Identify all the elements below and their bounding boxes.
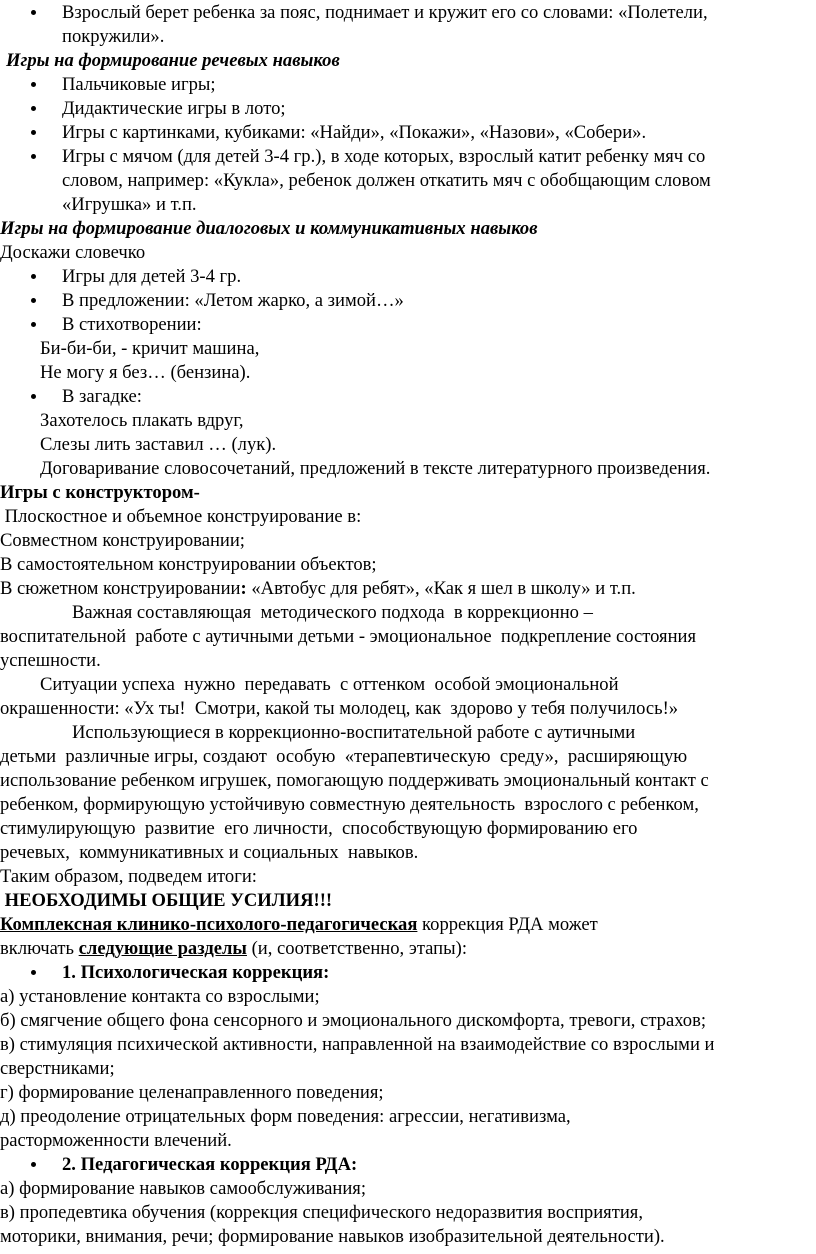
text-line: покружили». xyxy=(62,26,165,47)
section1-title: 1. Психологическая коррекция: xyxy=(62,962,330,983)
text-line: Совместном конструировании; xyxy=(0,530,245,551)
paragraph-line: использование ребенком игрушек, помогающую поддерживать эмоциональный контакт с xyxy=(0,770,709,791)
text-line: Плоскостное и объемное конструирование в: xyxy=(0,506,362,527)
text-line: в) стимуляция психической активности, направленной на взаимодействие со взрослыми и xyxy=(0,1034,715,1055)
text-line: г) формирование целенаправленного поведения; xyxy=(0,1082,384,1103)
riddle-line: Слезы лить заставил … (лук). xyxy=(40,434,277,455)
text-line: расторможенности влечений. xyxy=(0,1130,232,1151)
list-item xyxy=(62,265,816,289)
paragraph-line: Ситуации успеха нужно передавать с оттенком особой эмоциональной xyxy=(40,674,619,695)
paragraph-line: успешности. xyxy=(0,650,101,671)
text-line: Пальчиковые игры; xyxy=(62,74,216,95)
text-line: Игры для детей 3-4 гр. xyxy=(62,266,242,287)
text-line: В предложении: «Летом жарко, а зимой…» xyxy=(62,290,404,311)
paragraph-line: ребенком, формирующую устойчивую совместную деятельность взрослого с ребенком, xyxy=(0,794,699,815)
text-line: Взрослый берет ребенка за пояс, поднимает и кружит его со словами: «Полетели, xyxy=(62,2,708,23)
paragraph-line: воспитательной работе с аутичными детьми - эмоциональное подкрепление состояния xyxy=(0,626,697,647)
text-line: В самостоятельном конструировании объектов; xyxy=(0,554,377,575)
text-line: В стихотворении: xyxy=(62,314,202,335)
text-line: Дидактические игры в лото; xyxy=(62,98,286,119)
text-line: сверстниками; xyxy=(0,1058,115,1079)
plot-prefix: В сюжетном конструировании xyxy=(0,578,241,599)
paragraph-line: стимулирующую развитие его личности, способствующую формированию его xyxy=(0,818,638,839)
text-line: д) преодоление отрицательных форм поведения: агрессии, негативизма, xyxy=(0,1106,571,1127)
section-heading-speech: Игры на формирование речевых навыков xyxy=(6,50,340,71)
include-prefix: включать xyxy=(0,938,79,959)
list-item xyxy=(62,289,816,313)
section2-title: 2. Педагогическая коррекция РДА: xyxy=(62,1154,358,1175)
text-line xyxy=(0,937,816,961)
include-rest: (и, соответственно, этапы): xyxy=(246,938,467,959)
list-item xyxy=(62,1,816,49)
section-heading-dialog: Игры на формирование диалоговых и коммуникативных навыков xyxy=(0,218,538,239)
riddle-line: Захотелось плакать вдруг, xyxy=(40,410,244,431)
list-item xyxy=(62,73,816,97)
text-line: а) установление контакта со взрослыми; xyxy=(0,986,320,1007)
list-item xyxy=(62,145,816,217)
text-line xyxy=(0,913,816,937)
poem-line: Би-би-би, - кричит машина, xyxy=(40,338,260,359)
paragraph-line: детьми различные игры, создают особую «терапевтическую среду», расширяющую xyxy=(0,746,688,767)
text-line: в) пропедевтика обучения (коррекция специфического недоразвития восприятия, xyxy=(0,1202,643,1223)
paragraph-line: Использующиеся в коррекционно-воспитательной работе с аутичными xyxy=(72,722,636,743)
paragraph-line: Важная составляющая методического подхода в коррекционно – xyxy=(72,602,593,623)
list-item xyxy=(62,385,816,409)
text-line: «Игрушка» и т.п. xyxy=(62,194,197,215)
paragraph-line: речевых, коммуникативных и социальных навыков. xyxy=(0,842,419,863)
plot-colon: : xyxy=(240,578,247,599)
paragraph-line: окрашенности: «Ух ты! Смотри, какой ты молодец, как здорово у тебя получилось!» xyxy=(0,698,679,719)
text-line: б) смягчение общего фона сенсорного и эмоционального дискомфорта, тревоги, страхов; xyxy=(0,1010,707,1031)
note-line: Договаривание словосочетаний, предложений в тексте литературного произведения. xyxy=(40,458,711,479)
subtitle: Доскажи словечко xyxy=(0,242,146,263)
poem-line: Не могу я без… (бензина). xyxy=(40,362,251,383)
plot-rest: «Автобус для ребят», «Как я шел в школу» и т.п. xyxy=(246,578,636,599)
list-item xyxy=(62,961,816,985)
text-line: словом, например: «Кукла», ребенок должен откатить мяч с обобщающим словом xyxy=(62,170,711,191)
complex-label: Комплексная клинико-психолого-педагогическая xyxy=(0,914,418,935)
headline: НЕОБХОДИМЫ ОБЩИЕ УСИЛИЯ!!! xyxy=(0,890,333,911)
section-heading-constructor: Игры с конструктором- xyxy=(0,482,200,503)
list-item xyxy=(62,121,816,145)
list-item xyxy=(62,97,816,121)
list-item xyxy=(62,313,816,337)
text-line: В загадке: xyxy=(62,386,142,407)
summary-line: Таким образом, подведем итоги: xyxy=(0,866,257,887)
complex-rest: коррекция РДА может xyxy=(417,914,598,935)
include-link: следующие разделы xyxy=(78,938,247,959)
text-line xyxy=(0,577,816,601)
text-line: моторики, внимания, речи; формирование навыков изобразительной деятельности). xyxy=(0,1226,665,1247)
text-line: Игры с картинками, кубиками: «Найди», «Покажи», «Назови», «Собери». xyxy=(62,122,647,143)
list-item xyxy=(62,1153,816,1177)
text-line: а) формирование навыков самообслуживания; xyxy=(0,1178,366,1199)
text-line: Игры с мячом (для детей 3-4 гр.), в ходе которых, взрослый катит ребенку мяч со xyxy=(62,146,706,167)
